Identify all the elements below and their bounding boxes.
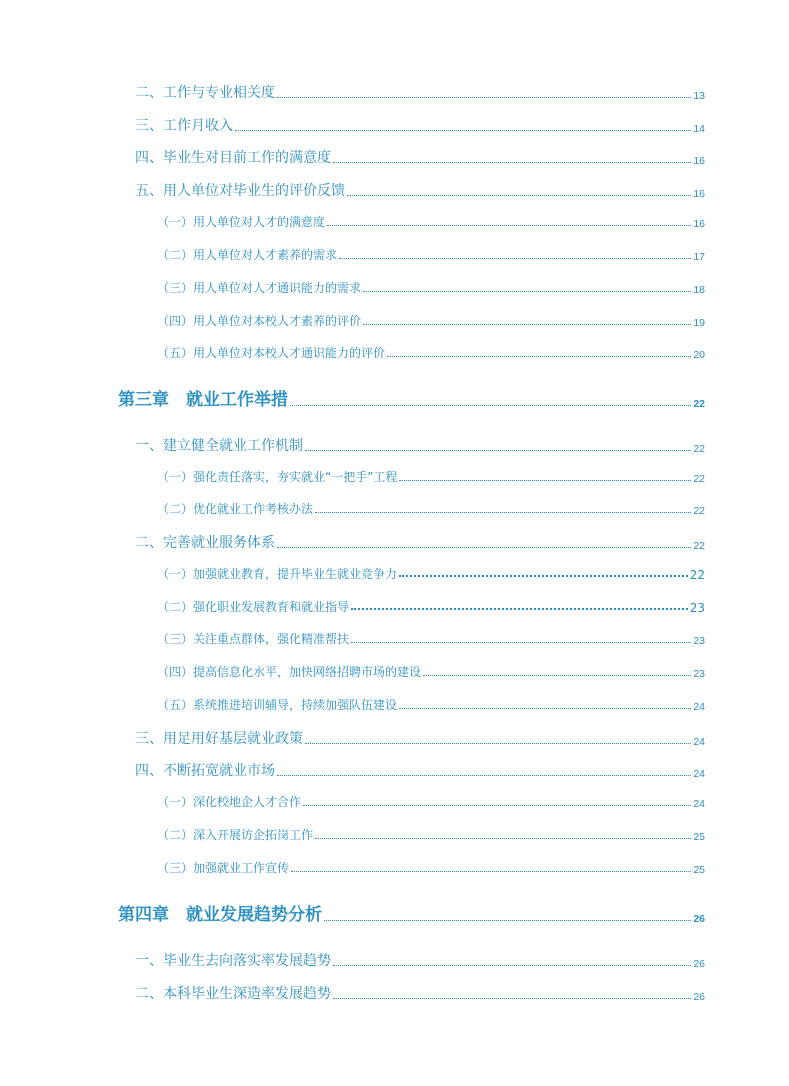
toc-page-number: 13 xyxy=(693,90,705,102)
toc-entry[interactable] xyxy=(135,950,705,970)
toc-entry[interactable] xyxy=(157,499,705,517)
dot-leader xyxy=(333,997,691,999)
toc-chapter-entry[interactable] xyxy=(118,901,705,925)
toc-entry-title: （五）系统推进培训辅导，持续加强队伍建设 xyxy=(157,698,398,712)
toc-entry[interactable] xyxy=(157,858,705,876)
toc-page-number: 20 xyxy=(693,349,705,361)
toc-entry-title: （二）优化就业工作考核办法 xyxy=(157,502,314,516)
toc-entry-title: （一）强化责任落实，夯实就业“一把手”工程 xyxy=(157,470,398,484)
toc-page-number: 16 xyxy=(693,155,705,167)
toc-entry[interactable] xyxy=(135,983,705,1003)
dot-leader xyxy=(327,224,691,226)
toc-page-number: 22 xyxy=(693,473,705,485)
toc-entry-title: （三）关注重点群体，强化精准帮扶 xyxy=(157,632,350,646)
toc-entry-title: （二）用人单位对人才素养的需求 xyxy=(157,248,338,262)
toc-entry-title: （四）提高信息化水平，加快网络招聘市场的建设 xyxy=(157,665,422,679)
toc-entry[interactable] xyxy=(157,311,705,329)
toc-entry-title: （一）加强就业教育，提升毕业生就业竞争力 xyxy=(157,567,398,581)
toc-entry[interactable] xyxy=(135,115,705,135)
toc-entry-title: 二、完善就业服务体系 xyxy=(135,535,275,551)
toc-entry[interactable] xyxy=(157,278,705,296)
toc-entry-title: （二）深入开展访企拓岗工作 xyxy=(157,828,314,842)
toc-entry-title: 四、不断拓宽就业市场 xyxy=(135,763,275,779)
dot-leader xyxy=(333,161,691,163)
toc-page-number: 19 xyxy=(693,317,705,329)
toc-entry[interactable] xyxy=(157,343,705,361)
toc-entry[interactable] xyxy=(157,212,705,230)
toc-page-number: 16 xyxy=(693,218,705,230)
toc-page-number: 25 xyxy=(693,864,705,876)
toc-page-number: 24 xyxy=(693,736,705,748)
dot-leader xyxy=(351,607,688,610)
toc-page-number: 24 xyxy=(693,798,705,810)
toc-entry-title: 二、工作与专业相关度 xyxy=(135,85,275,101)
dot-leader xyxy=(387,355,691,357)
dot-leader xyxy=(290,404,691,406)
toc-entry-title: 二、本科毕业生深造率发展趋势 xyxy=(135,986,331,1002)
toc-entry[interactable] xyxy=(135,760,705,780)
toc-page-number: 26 xyxy=(693,913,705,925)
toc-entry-title: 四、毕业生对目前工作的满意度 xyxy=(135,150,331,166)
toc-page-number: 22 xyxy=(693,443,705,455)
dot-leader xyxy=(333,964,691,966)
dot-leader xyxy=(399,707,691,709)
toc-entry-title: 五、用人单位对毕业生的评价反馈 xyxy=(135,183,345,199)
dot-leader xyxy=(277,96,691,98)
toc-entry-title: 三、工作月收入 xyxy=(135,118,233,134)
toc-entry[interactable] xyxy=(135,435,705,455)
toc-entry-title: （四）用人单位对本校人才素养的评价 xyxy=(157,314,362,328)
dot-leader xyxy=(291,870,691,872)
dot-leader xyxy=(324,919,691,921)
toc-page-number: 22 xyxy=(689,568,705,582)
toc-entry[interactable] xyxy=(157,825,705,843)
toc-chapter-title: 第四章 就业发展趋势分析 xyxy=(118,905,322,925)
toc-page-number: 18 xyxy=(693,284,705,296)
toc-entry[interactable] xyxy=(157,467,705,485)
dot-leader xyxy=(277,774,691,776)
toc-page-number: 23 xyxy=(693,668,705,680)
toc-entry[interactable] xyxy=(135,728,705,748)
toc-entry-title: （一）深化校地企人才合作 xyxy=(157,795,302,809)
toc-entry-title: （二）强化职业发展教育和就业指导 xyxy=(157,600,350,614)
toc-chapter-entry[interactable] xyxy=(118,386,705,410)
toc-page-number: 17 xyxy=(693,251,705,263)
dot-leader xyxy=(305,449,691,451)
dot-leader xyxy=(363,290,691,292)
dot-leader xyxy=(347,194,691,196)
toc-entry-title: （三）加强就业工作宣传 xyxy=(157,861,290,875)
dot-leader xyxy=(305,742,691,744)
toc-entry[interactable] xyxy=(157,597,705,615)
toc-page-number: 22 xyxy=(693,398,705,410)
toc-page-number: 24 xyxy=(693,701,705,713)
toc-entry[interactable] xyxy=(157,629,705,647)
dot-leader xyxy=(399,479,691,481)
toc-page-number: 24 xyxy=(693,768,705,780)
dot-leader xyxy=(399,574,688,577)
toc-page-number: 22 xyxy=(693,505,705,517)
dot-leader xyxy=(339,257,691,259)
toc-entry-title: 三、用足用好基层就业政策 xyxy=(135,731,303,747)
dot-leader xyxy=(351,641,691,643)
toc-entry[interactable] xyxy=(157,792,705,810)
toc-entry[interactable] xyxy=(157,695,705,713)
dot-leader xyxy=(315,837,691,839)
dot-leader xyxy=(423,674,691,676)
toc-entry[interactable] xyxy=(135,532,705,552)
toc-page-number: 26 xyxy=(693,991,705,1003)
toc-entry-title: （一）用人单位对人才的满意度 xyxy=(157,215,326,229)
toc-page-number: 25 xyxy=(693,831,705,843)
toc-entry[interactable] xyxy=(135,147,705,167)
toc-entry-title: （三）用人单位对人才通识能力的需求 xyxy=(157,281,362,295)
toc-entry-title: （五）用人单位对本校人才通识能力的评价 xyxy=(157,346,386,360)
dot-leader xyxy=(315,511,691,513)
toc-entry[interactable] xyxy=(157,662,705,680)
dot-leader xyxy=(235,129,691,131)
dot-leader xyxy=(277,546,691,548)
toc-entry[interactable] xyxy=(157,564,705,582)
toc-entry-title: 一、建立健全就业工作机制 xyxy=(135,438,303,454)
toc-page-number: 16 xyxy=(693,188,705,200)
toc-page-number: 22 xyxy=(693,540,705,552)
toc-page-number: 23 xyxy=(689,601,705,615)
toc-entry[interactable] xyxy=(135,180,705,200)
dot-leader xyxy=(363,323,691,325)
toc-chapter-title: 第三章 就业工作举措 xyxy=(118,390,288,410)
toc-page-number: 23 xyxy=(693,635,705,647)
toc-entry[interactable] xyxy=(135,82,705,102)
toc-page-number: 14 xyxy=(693,123,705,135)
dot-leader xyxy=(303,804,691,806)
toc-entry-title: 一、毕业生去向落实率发展趋势 xyxy=(135,953,331,969)
toc-page-number: 26 xyxy=(693,958,705,970)
toc-entry[interactable] xyxy=(157,245,705,263)
